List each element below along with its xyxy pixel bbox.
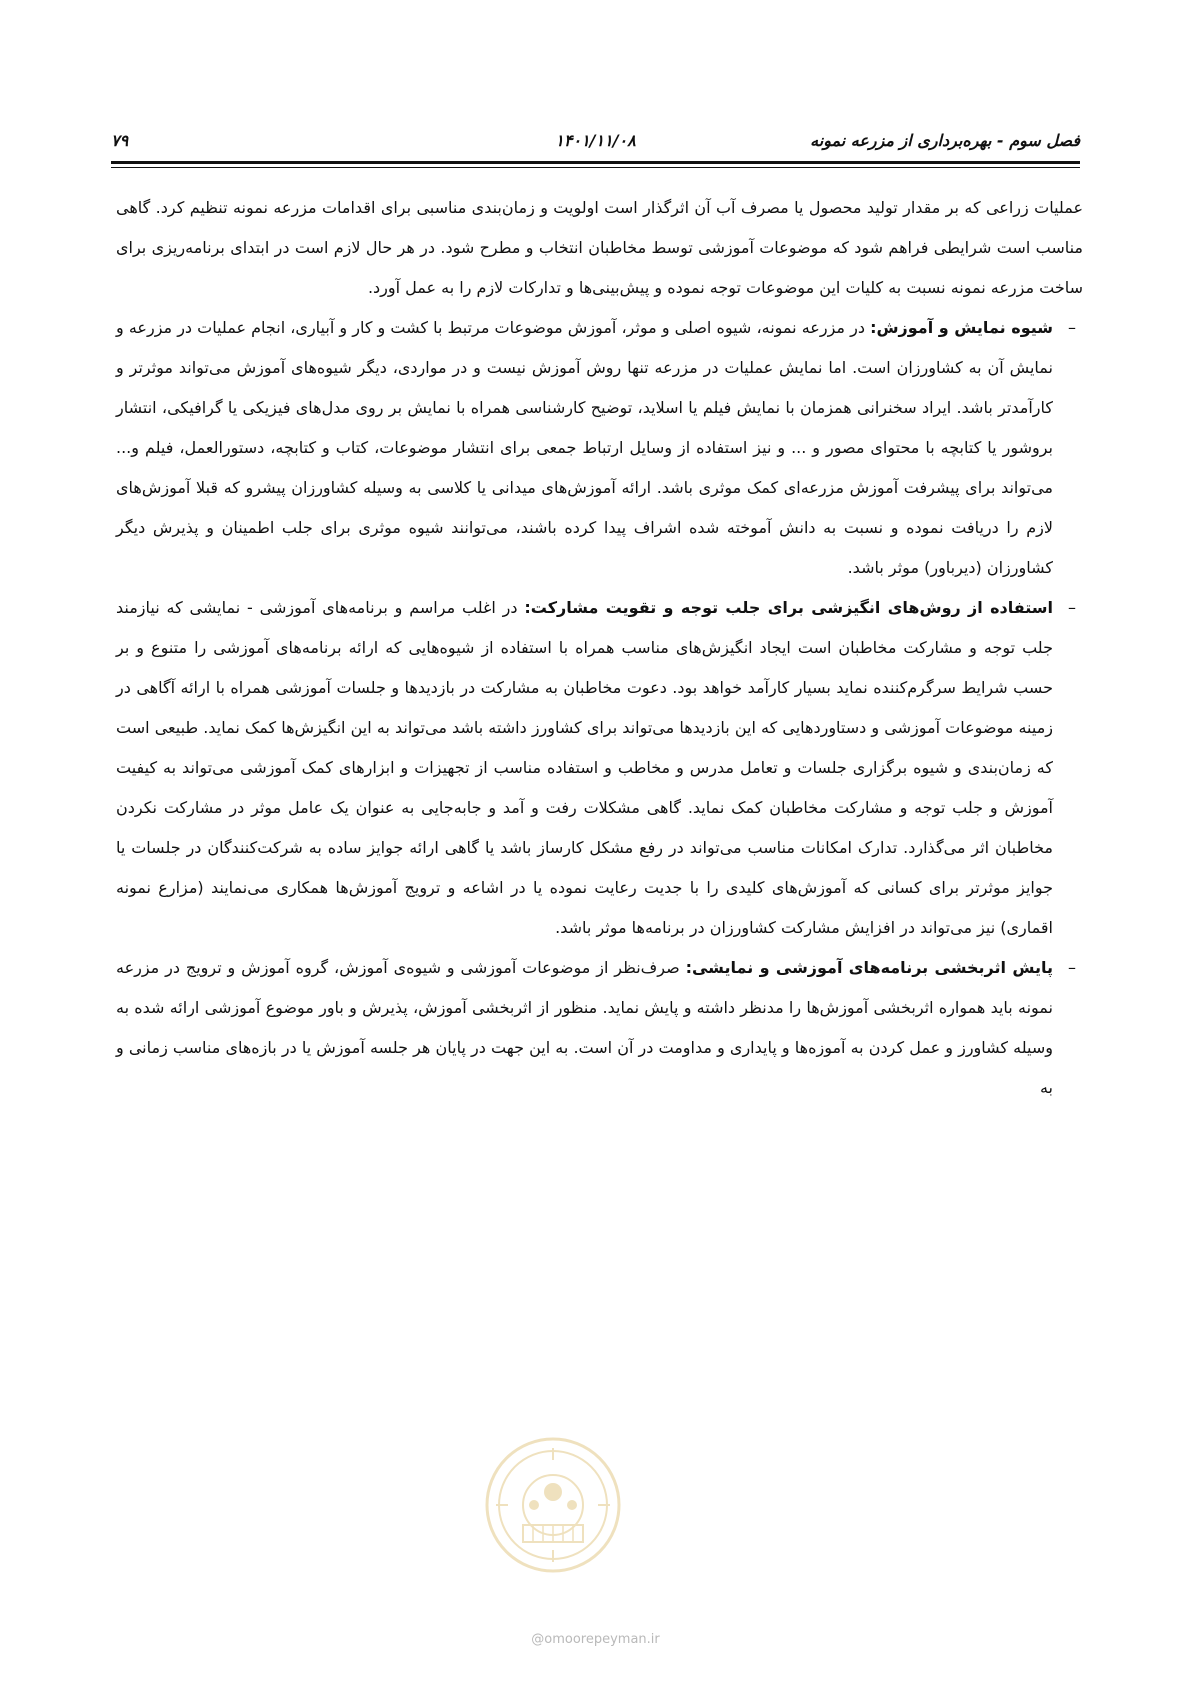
- bullet-dash: –: [1068, 598, 1076, 617]
- bullet-heading: پایش اثربخشی برنامه‌های آموزشی و نمایشی:: [685, 958, 1053, 977]
- watermark-seal-icon: [478, 1430, 628, 1580]
- intro-paragraph: عملیات زراعی که بر مقدار تولید محصول یا مصرف آب آن اثرگذار است اولویت و زمان‌بندی مناسبی برای اقدامات مزرعه نمونه تنظیم کرد. گاهی مناسب است شرایطی فراهم شود که موضوعات آموزشی توسط مخاطبان انتخاب و مطرح شود. در هر حال لازم است در ابتدای برنامه‌ریزی برای ساخت مزرعه نمونه نسبت به کلیات این موضوعات توجه نموده و پیش‌بینی‌ها و تدارکات لازم را به عمل آورد.: [116, 198, 1083, 297]
- bullet-heading: شیوه نمایش و آموزش:: [870, 318, 1054, 337]
- header-rule-thin: [111, 167, 1080, 168]
- page-number: ۷۹: [111, 131, 129, 150]
- watermark-url: @omoorepeyman.ir: [531, 1632, 660, 1647]
- header-rule-thick: [111, 161, 1080, 164]
- chapter-title: فصل سوم - بهره‌برداری از مزرعه نمونه: [810, 131, 1080, 150]
- bullet-item-motivation: [116, 588, 1083, 948]
- bullet-item-demonstration: [116, 308, 1083, 588]
- bullet-text: در مزرعه نمونه، شیوه اصلی و موثر، آموزش موضوعات مرتبط با کشت و کار و آبیاری، انجام عملیات در مزرعه و نمایش آن به کشاورزان است. اما نمایش عملیات در مزرعه تنها روش آموزش نیست و در مواردی، دیگر شیوه‌های آموزش می‌تواند موثرتر و کارآمدتر باشد. ایراد سخنرانی همزمان با نمایش فیلم یا اسلاید، توضیح کارشناسی همراه با نمایش بر روی مدل‌های فیزیکی یا گرافیکی، انتشار بروشور یا کتابچه با محتوای مصور و ... و نیز استفاده از وسایل ارتباط جمعی برای انتشار موضوعات، کتاب و کتابچه، دستورالعمل، فیلم و... می‌تواند برای پیشرفت آموزش مزرعه‌ای کمک موثری باشد. ارائه آموزش‌های میدانی یا کلاسی به وسیله کشاورزان پیشرو که قبلا آموزش‌های لازم را دریافت نموده و نسبت به دانش آموخته شده اشراف پیدا کرده باشند، می‌توانند شیوه موثری برای جلب اطمینان و پذیرش دیگر کشاورزان (دیرباور) موثر باشد.: [116, 318, 1053, 577]
- bullet-heading: استفاده از روش‌های انگیزشی برای جلب توجه و تقویت مشارکت:: [524, 598, 1053, 617]
- bullet-item-monitoring: [116, 948, 1083, 1108]
- header-date: ۱۴۰۱/۱۱/۰۸: [555, 131, 636, 150]
- bullet-list: [116, 308, 1083, 1108]
- body-text: [116, 188, 1083, 1108]
- bullet-text: صرف‌نظر از موضوعات آموزشی و شیوه‌ی آموزش، گروه آموزش و ترویج در مزرعه نمونه باید همواره اثربخشی آموزش‌ها را مدنظر داشته و پایش نماید. منظور از اثربخشی آموزش، پذیرش و باور موضوع آموزشی ارائه شده به وسیله کشاورز و عمل کردن به آموزه‌ها و پایداری و مداومت در آن است. به این جهت در پایان هر جلسه آموزش یا در بازه‌های مناسب زمانی و به: [116, 958, 1053, 1097]
- bullet-dash: –: [1068, 318, 1076, 337]
- bullet-text: در اغلب مراسم و برنامه‌های آموزشی - نمایشی که نیازمند جلب توجه و مشارکت مخاطبان است ایجاد انگیزش‌های مناسب همراه با استفاده از شیوه‌هایی که ارائه برنامه‌های آموزشی را متنوع و بر حسب شرایط سرگرم‌کننده نماید بسیار کارآمد خواهد بود. دعوت مخاطبان به مشارکت در بازدیدها و جلسات آموزشی همراه با ارائه آگاهی در زمینه موضوعات آموزشی و دستاوردهایی که این بازدیدها می‌تواند برای کشاورز داشته باشد می‌تواند به این انگیزش‌ها کمک نماید. طبیعی است که زمان‌بندی و شیوه برگزاری جلسات و تعامل مدرس و مخاطب و استفاده مناسب از تجهیزات و ابزارهای کمک آموزشی می‌تواند به کیفیت آموزش و جلب توجه و مشارکت مخاطبان کمک نماید. گاهی مشکلات رفت و آمد و جابه‌جایی به عنوان یک عامل موثر در مشارکت نکردن مخاطبان اثر می‌گذارد. تدارک امکانات مناسب می‌تواند در رفع مشکل کارساز باشد یا گاهی ارائه جوایز ساده به شرکت‌کنندگان در جلسات یا جوایز موثرتر برای کسانی که آموزش‌های کلیدی را با جدیت رعایت نموده یا در اشاعه و ترویج آموزش‌ها همکاری می‌نمایند (مزارع نمونه اقماری) نیز می‌تواند در افزایش مشارکت کشاورزان در برنامه‌ها موثر باشد.: [116, 598, 1053, 937]
- bullet-dash: –: [1068, 958, 1076, 977]
